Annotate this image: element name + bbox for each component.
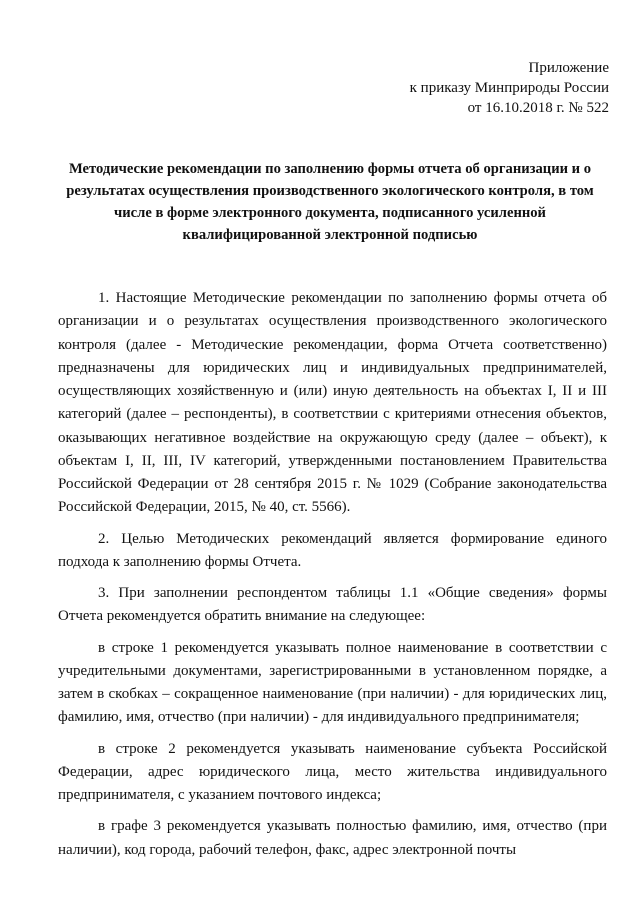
paragraph-4: в строке 1 рекомендуется указывать полное наименование в соответствии с учредительными документами, зарегистрированными в установленном порядке, а затем в скобках – сокращенное наименование (при наличии) - для юридических лиц, фамилию, имя, отчество (при наличии) - для индивидуального предпринимателя; (58, 639, 607, 726)
paragraph-2: 2. Целью Методических рекомендаций является формирование единого подхода к заполнению формы Отчета. (58, 530, 607, 570)
document-title (58, 158, 602, 246)
paragraph-6: в графе 3 рекомендуется указывать полностью фамилию, имя, отчество (при наличии), код города, рабочий телефон, факс, адрес электронной почты (58, 818, 607, 858)
paragraph-3: 3. При заполнении респондентом таблицы 1.1 «Общие сведения» формы Отчета рекомендуется обратить внимание на следующее: (58, 585, 607, 625)
title-line-4: квалифицированной электронной подписью (182, 227, 478, 243)
title-line-1: Методические рекомендации по заполнению формы отчета об организации и о (68, 161, 592, 177)
annex-line-1: Приложение (528, 60, 609, 76)
annex-line-3: от 16.10.2018 г. № 522 (467, 100, 609, 116)
paragraph-5: в строке 2 рекомендуется указывать наименование субъекта Российской Федерации, адрес юридического лица, место жительства индивидуального предпринимателя, с указанием почтового индекса; (58, 740, 607, 803)
paragraph-1: 1. Настоящие Методические рекомендации по заполнению формы отчета об организации и о результатах осуществления производственного экологического контроля (далее - Методические рекомендации, форма Отчета соответственно) предназначены для юридических лиц и индивидуальных предпринимателей, осуществляющих хозяйственную и (или) иную деятельность на объектах I, II и III категорий (далее – респонденты), в соответствии с критериями отнесения объектов, оказывающих негативное воздействие на окружающую среду (далее – объект), к объектам I, II, III, IV категорий, утвержденными постановлением Правительства Российской Федерации от 28 сентября 2015 г. № 1029 (Собрание законодательства Российской Федерации, 2015, № 40, ст. 5566). (58, 290, 607, 516)
annex-header (410, 58, 609, 118)
title-line-2: результатах осуществления производственного экологического контроля, в том (66, 183, 594, 199)
annex-line-2: к приказу Минприроды России (409, 80, 609, 96)
document-body (58, 287, 607, 870)
title-line-3: числе в форме электронного документа, подписанного усиленной (114, 205, 546, 221)
